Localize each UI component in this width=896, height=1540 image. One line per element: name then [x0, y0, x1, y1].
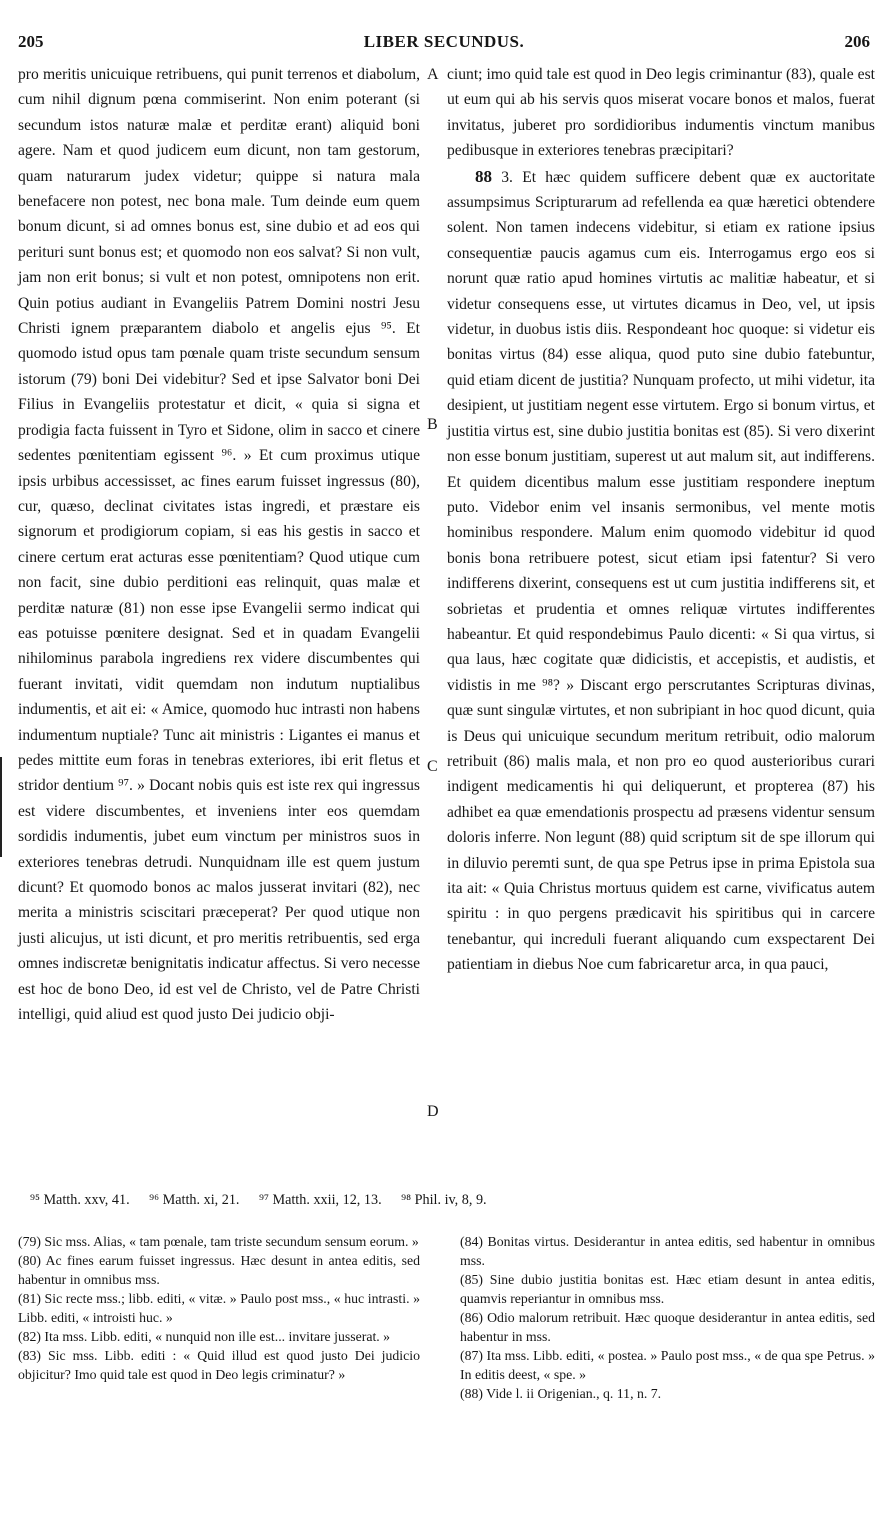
- left-column: [18, 62, 420, 1027]
- section-paragraph: [447, 164, 875, 978]
- page-number-left: 205: [18, 32, 44, 51]
- scripture-footnotes: [30, 1192, 876, 1209]
- notes-left: [18, 1232, 420, 1384]
- footnote-96: ⁹⁶ Matth. xi, 21.: [149, 1192, 240, 1208]
- footnote-95: ⁹⁵ Matth. xxv, 41.: [30, 1192, 130, 1208]
- note-85: (85) Sine dubio justitia bonitas est. Hæc etiam desunt in antea editis, quamvis reperiantur in omnibus mss.: [460, 1272, 875, 1306]
- footnote-98: ⁹⁸ Phil. iv, 8, 9.: [401, 1192, 487, 1208]
- margin-letter-c: C: [427, 758, 438, 775]
- notes-right: [460, 1232, 875, 1403]
- left-column-text: pro meritis unicuique retribuens, qui punit terrenos et diabolum, cum nihil dignum pœna commiserint. Non enim poterant (si secundum istos naturæ malæ et perditæ erant) aliquid boni agere. Nam et quod judicem eum dicunt, non tam gestorum, quam naturarum judex videtur; quippe si natura mala benefacere non potest, nec bona male. Tum deinde eum quem bonum dicunt, si ad omnes bonus est, sine dubio et ad eos qui perituri sunt bonus est; et quomodo non eos salvat? Si non vult, jam non erit bonus; si vult et non potest, omnipotens non erit. Quin potius audiant in Evangeliis Patrem Domini nostri Jesu Christi ignem præparantem diabolo et angelis ejus ⁹⁵. Et quomodo istud opus tam pœnale quam triste secundum sensum istorum (79) boni Dei videbitur? Sed et ipse Salvator boni Dei Filius in Evangeliis protestatur et dicit, « quia si signa et prodigia facta fuissent in Tyro et Sidone, olim in sacco et cinere sedentes pœnitentiam egissent ⁹⁶. » Et cum proximus utique ipsis urbibus accessisset, ac fines earum fuisset ingressus (80), cur, quæso, declinat civitates istas ingredi, et præstare eis signorum et prodigiorum copiam, si eas his gestis in sacco et cinere certum erat acturas esse pœnitentiam? Quod utique cum non facit, sine dubio perditioni eas relinquit, quas malæ et perditæ naturæ (81) non esse ipse Evangelii sermo indicat qui eas potuisse pœnitere designat. Sed et in quadam Evangelii nihilominus parabola ingrediens rex videre discumbentes qui fuerant invitati, vidit quemdam non indutum nuptialibus indumentis, et ait ei: « Amice, quomodo huc intrasti non habens indumentum nuptiale? Tunc ait ministris : Ligantes ei manus et pedes mittite eum foras in tenebras exteriores, ibi erit fletus et stridor dentium ⁹⁷. » Docant nobis quis est iste rex qui ingressus est videre discumbentes, et inveniens inter eos quemdam sordidis indumentis, jubet eum vinctum per ministros suos in exteriores tenebras detrudi. Nunquidnam ille est quem justum dicunt? Et quomodo bonos ac malos jusserat invitari (82), nec merita a ministris sciscitari præceperat? Per quod utique non justi alicujus, ut isti dicunt, et pro meritis retribuentis, sed erga omnes indiscretæ benignitatis indicatur affectus. Si vero necesse est hoc de bono Deo, id est vel de Christo, vel de Patre Christi intelligi, quid aliud est quod justo Dei judicio obji-: [18, 66, 420, 1024]
- section-label: 3.: [501, 168, 513, 186]
- note-79: (79) Sic mss. Alias, « tam pœnale, tam triste secundum sensum eorum. »: [18, 1234, 419, 1249]
- note-87: (87) Ita mss. Libb. editi, « postea. » Paulo post mss., « de qua spe Petrus. » In editis deest, « spe. »: [460, 1348, 875, 1382]
- footnote-97: ⁹⁷ Matth. xxii, 12, 13.: [259, 1192, 382, 1208]
- margin-rule: [0, 757, 2, 857]
- page-number-right: 206: [844, 32, 870, 51]
- right-column: [447, 62, 875, 978]
- note-80: (80) Ac fines earum fuisset ingressus. Hæc desunt in antea editis, sed habentur in omnibus mss.: [18, 1253, 420, 1287]
- right-column-text: ciunt; imo quid tale est quod in Deo legis criminantur (83), quale est ut eum qui ab his servis quos miserat vocare bonos et malos, fuerat invitatus, juberet pro sordidioribus indumentis vinctum manibus pedibusque in exteriores tenebras præcipitari?: [447, 66, 875, 160]
- margin-letter-a: A: [427, 66, 439, 83]
- note-86: (86) Odio malorum retribuit. Hæc quoque desiderantur in antea editis, sed habentur in mss.: [460, 1310, 875, 1344]
- running-title: LIBER SECUNDUS.: [363, 32, 525, 51]
- note-83: (83) Sic mss. Libb. editi : « Quid illud est quod justo Dei judicio objicitur? Imo quid tale est quod in Deo legis criminatur? »: [18, 1348, 420, 1382]
- margin-letter-b: B: [427, 416, 438, 433]
- note-81: (81) Sic recte mss.; libb. editi, « vitæ. » Paulo post mss., « huc intrasti. » Libb. editi, « introisti huc. »: [18, 1291, 420, 1325]
- note-88: (88) Vide l. ii Origenian., q. 11, n. 7.: [460, 1386, 662, 1401]
- running-head: [18, 32, 870, 54]
- section-text: Et hæc quidem sufficere debent quæ ex auctoritate assumpsimus Scripturarum ad refellenda ea quæ hæretici obtendere solent. Non tamen indecens videbitur, si etiam ex ratione ipsius consequentiæ paucis agamus cum eis. Interrogamus ergo eos si norunt quæ ratio apud homines virtutis ac malitiæ habeatur, et si videtur consequens esse, ut virtutes dicamus in Deo, vel, ut ipsis videtur, in duobus istis diis. Respondeant hoc quoque: si videtur eis bonitas virtus (84) esse aliqua, quod puto sine dubio fatebuntur, quid etiam dicent de justitia? Nunquam profecto, ut mihi videtur, ita desipient, ut justitiam negent esse virtutem. Ergo si bonum virtus, et justitia virtus est, sine dubio justitia bonitas est (85). Si vero dixerint non esse bonum justitiam, superest ut aut malum sit, aut indifferens. Et quidem dicentibus malum esse justitiam respondere ineptum puto. Videbor enim vel insanis sermonibus, vel mente motis hominibus respondere. Malum enim quomodo videbitur id quod bonis bona retribuere potest, sicut etiam ipsi fatentur? Si vero indifferens dixerint, consequens est ut cum justitia indifferens sit, et sobrietas et prudentia et omnes reliquæ virtutes indifferentes habeantur. Et quid respondebimus Paulo dicenti: « Si qua virtus, si qua laus, hæc cogitate quæ didicistis, et accepistis, et audistis, et vidistis in me ⁹⁸? » Discant ergo perscrutantes Scripturas divinas, quæ sunt singulæ virtutes, et non subripiant in hoc quod dicunt, quia is Deus qui unicuique secundum meritum retribuit, odio malorum retribuit (86) malis mala, et non pro eo quod austerioribus curari indigent medicamentis hi qui deliquerunt, et propterea (87) his adhibet ea quæ emendationis prospectu ad præsens videntur sensum doloris inferre. Non legunt (88) quid scriptum sit de spe illorum qui in diluvio peremti sunt, de qua spe Petrus ipse in prima Epistola sua ita ait: « Quia Christus mortuus quidem est carne, vivificatus autem spiritu : in quo pergens prædicavit his spiritibus qui in carcere tenebantur, qui increduli fuerant aliquando cum exspectarent Dei patientiam in diebus Noe cum fabricaretur arca, in qua pauci,: [447, 168, 875, 974]
- margin-letter-d: D: [427, 1103, 439, 1120]
- note-84: (84) Bonitas virtus. Desiderantur in antea editis, sed habentur in omnibus mss.: [460, 1234, 875, 1268]
- section-number: 88: [475, 166, 492, 186]
- note-82: (82) Ita mss. Libb. editi, « nunquid non ille est... invitare jusserat. »: [18, 1329, 391, 1344]
